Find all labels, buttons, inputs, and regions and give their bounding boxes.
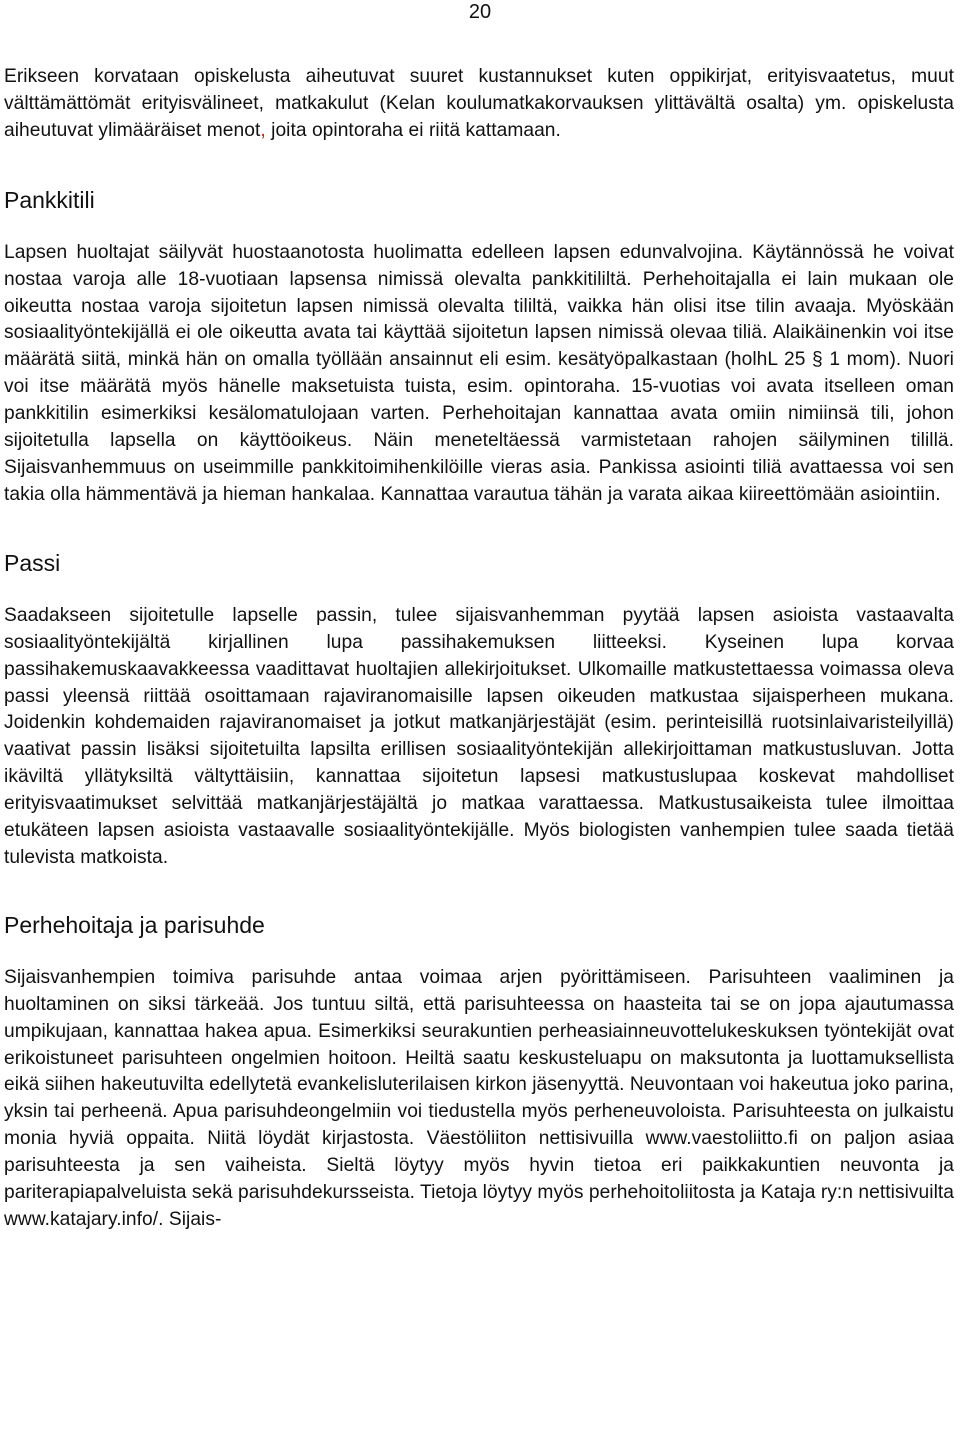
intro-text-b: joita opintoraha ei riitä kattamaan. xyxy=(265,119,561,141)
paragraph-perhehoitaja-parisuhde: Sijaisvanhempien toimiva parisuhde antaa voimaa arjen pyörittämiseen. Parisuhteen vaaliminen ja huoltaminen on siksi tärkeää. Jos tuntuu siltä, että parisuhteessa on haasteita tai se on jopa ajautumassa umpikujaan, kannattaa hakea apua. Esimerkiksi seurakuntien perheasiainneuvottelukeskuksen työntekijät ovat erikoistuneet parisuhteen ongelmien hoitoon. Heiltä saatu keskusteluapu on maksutonta ja luottamuksellista eikä siihen hakeutuvilta edellytetä evankelisluterilaisen kirkon jäsenyyttä. Neuvontaan voi hakeutua joko parina, yksin tai perheenä. Apua parisuhdeongelmiin voi tiedustella myös perheneuvoloista. Parisuhteesta on julkaistu monia hyviä oppaita. Niitä löydät kirjastosta. Väestöliiton nettisivuilla www.vaestoliitto.fi on paljon asiaa parisuhteesta ja sen vaiheista. Sieltä löytyy myös hyvin tietoa eri paikkakuntien neuvonta ja pariterapiapalveluista sekä parisuhdekursseista. Tietoja löytyy myös perhehoitoliitosta ja Kataja ry:n nettisivuilta www.katajary.info/. Sijais- xyxy=(4,966,954,1230)
intro-text-a: Erikseen korvataan opiskelusta aiheutuvat suuret kustannukset kuten oppikirjat, erityisvaatetus, muut välttämättömät erityisvälineet, matkakulut (Kelan koulumatkakorvauksen ylittävältä osalta) ym. opiskelusta aiheutuvat ylimääräiset menot xyxy=(4,66,954,141)
intro-paragraph xyxy=(4,64,954,145)
heading-passi: Passi xyxy=(4,549,61,576)
heading-pankkitili: Pankkitili xyxy=(4,186,95,213)
paragraph-pankkitili: Lapsen huoltajat säilyvät huostaanotosta huolimatta edelleen lapsen edunvalvojina. Käytännössä he voivat nostaa varoja alle 18-vuotiaan lapsensa nimissä olevalta pankkitililtä. Perhehoitajalla ei lain mukaan ole oikeutta nostaa varoja sijoitetun lapsen nimissä olevalta tililtä, vaikka hän olisi itse tilin avaaja. Myöskään sosiaalityöntekijällä ei ole oikeutta avata tai käyttää sijoitetun lapsen nimissä olevaa tiliä. Alaikäinenkin voi itse määrätä siitä, minkä hän on omalla työllään ansainnut eli esim. kesätyöpalkastaan (holhL 25 § 1 mom). Nuori voi itse määrätä myös hänelle maksetuista tuista, esim. opintoraha. 15-vuotias voi avata itselleen oman pankkitilin esimerkiksi kesälomatulojaan varten. Perhehoitajan kannattaa avata omiin nimiinsä tili, johon sijoitetulla lapsella on käyttöoikeus. Näin meneteltäessä varmistetaan rahojen säilyminen tilillä. Sijaisvanhemmuus on useimmille pankkitoimihenkilöille vieras asia. Pankissa asiointi tiliä avattaessa voi sen takia olla hämmentävä ja hieman hankalaa. Kannattaa varautua tähän ja varata aikaa kiireettömään asiointiin. xyxy=(4,241,954,505)
heading-perhehoitaja-parisuhde: Perhehoitaja ja parisuhde xyxy=(4,911,265,938)
highlighted-comma: , xyxy=(260,119,266,141)
page-number: 20 xyxy=(468,1,492,23)
paragraph-passi: Saadakseen sijoitetulle lapselle passin, tulee sijaisvanhemman pyytää lapsen asioista vastaavalta sosiaalityöntekijältä kirjallinen lupa passihakemuksen liitteeksi. Kyseinen lupa korvaa passihakemuskaavakkeessa vaadittavat huoltajien allekirjoitukset. Ulkomaille matkustettaessa voimassa oleva passi yleensä riittää osoittamaan rajaviranomaisille lapsen oikeuden matkustaa sijaisperheen mukana. Joidenkin kohdemaiden rajaviranomaiset ja jotkut matkanjärjestäjät (esim. perinteisillä ruotsinlaivaristeilyillä) vaativat passin lisäksi sijoitetuilta lapsilta erillisen sosiaalityöntekijän allekirjoittaman matkustusluvan. Jotta ikäviltä yllätyksiltä vältyttäisiin, kannattaa sijoitetun lapsesi matkustuslupaa koskevat mahdolliset erityisvaatimukset selvittää matkanjärjestäjältä jo matkaa varattaessa. Matkustusaikeista tulee ilmoittaa etukäteen lapsen asioista vastaavalle sosiaalityöntekijälle. Myös biologisten vanhempien tulee saada tietää tulevista matkoista. xyxy=(4,604,954,868)
document-body xyxy=(4,64,954,1234)
